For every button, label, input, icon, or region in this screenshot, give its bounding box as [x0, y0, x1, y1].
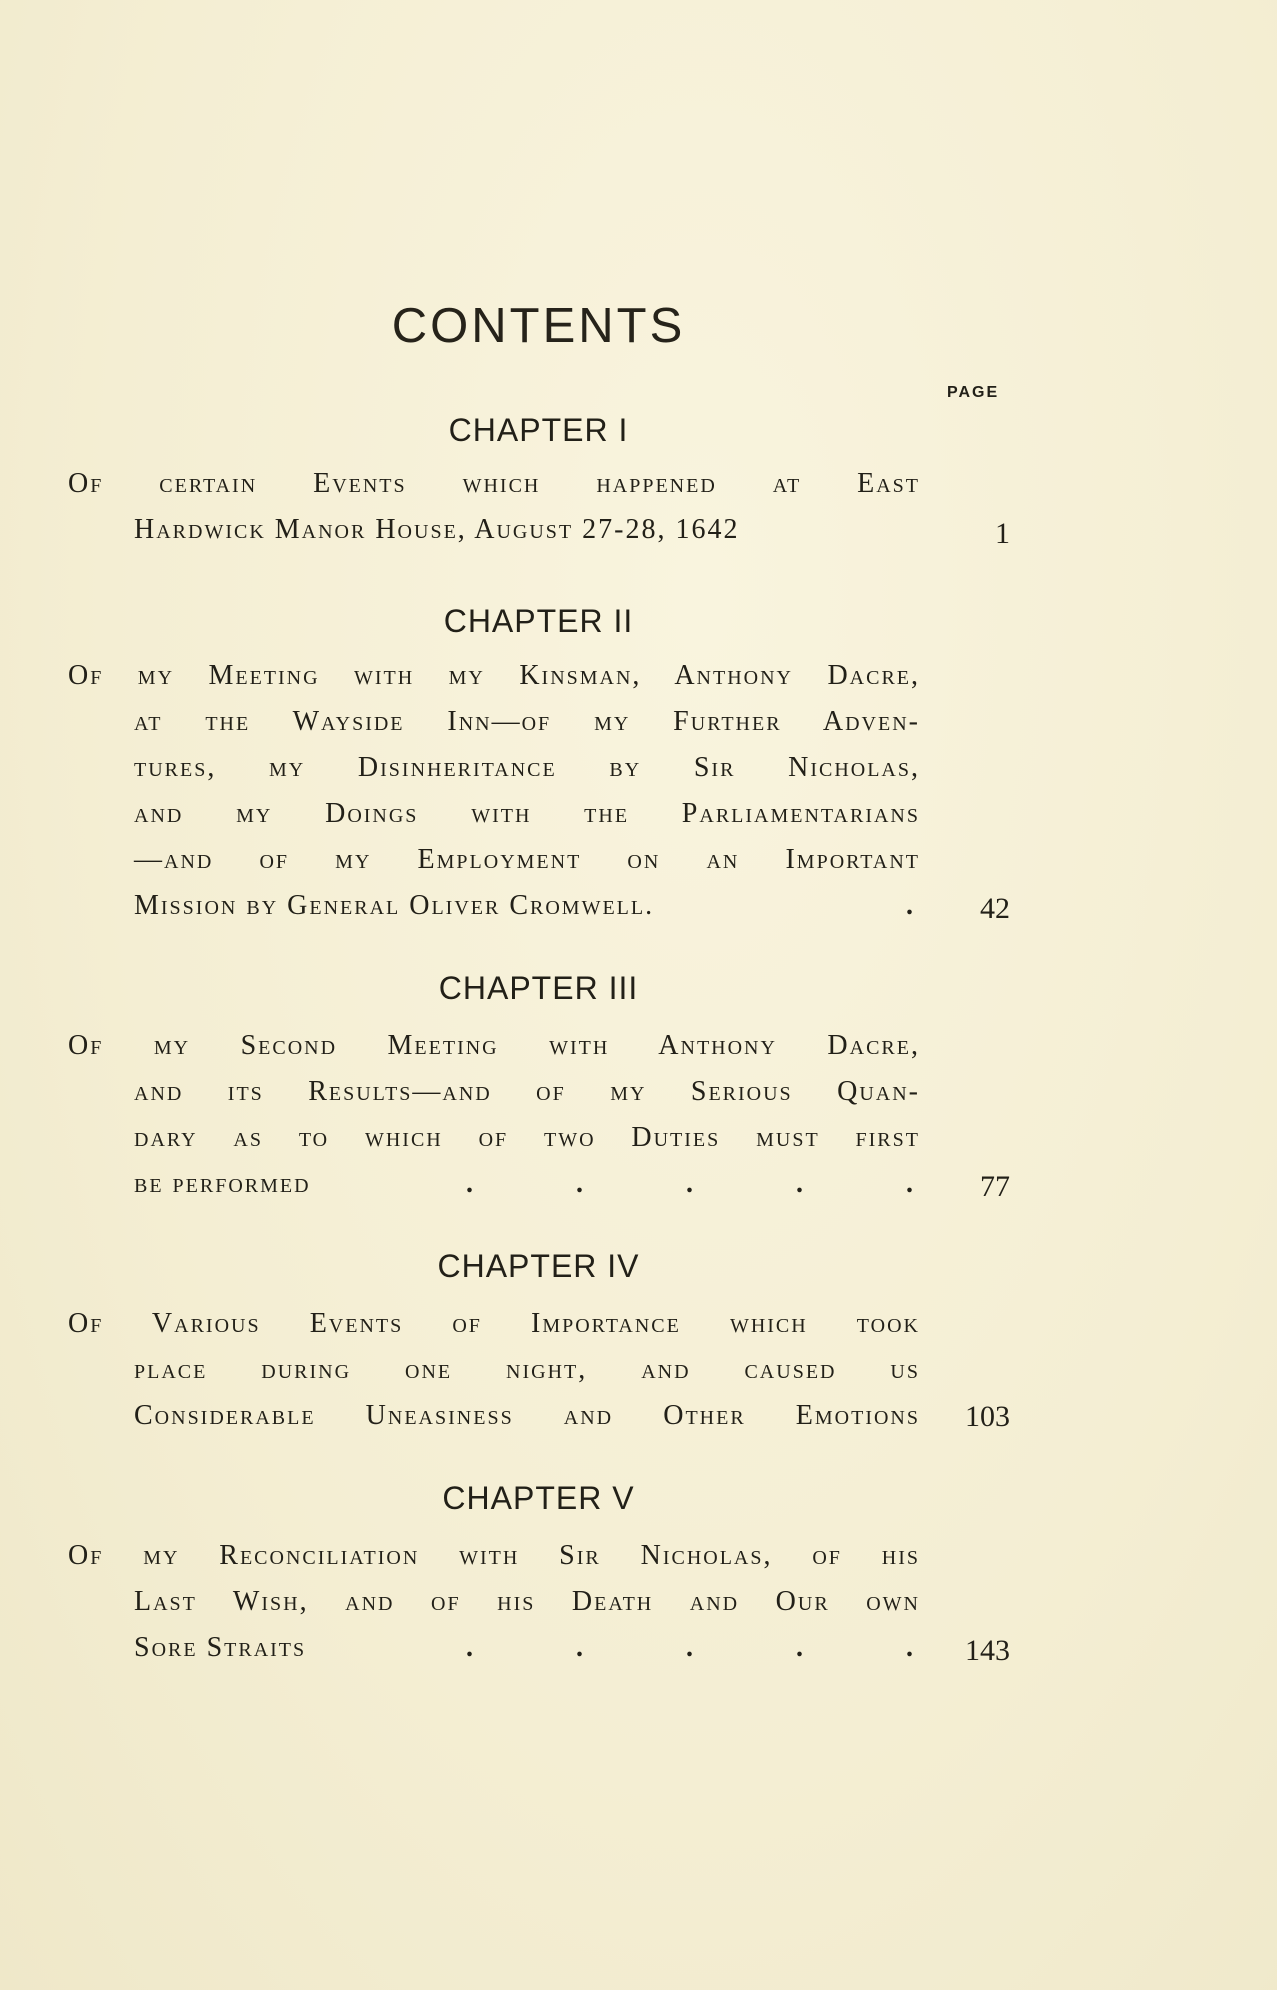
entry-line: Of my Reconciliation with Sir Nicholas, of his: [68, 1540, 920, 1571]
chapter-heading: CHAPTER I: [448, 412, 629, 448]
chapter-heading: CHAPTER II: [443, 603, 634, 639]
entry-line: and my Doings with the Parliamentarians: [134, 798, 920, 829]
entry-line: Last Wish, and of his Death and Our own: [134, 1586, 920, 1617]
entry-line: dary as to which of two Duties must first: [134, 1122, 920, 1153]
page-number: 77: [980, 1170, 1010, 1203]
entry-line: Sore Straits: [134, 1632, 307, 1663]
page-number: 143: [965, 1634, 1010, 1667]
entry-line: Mission by General Oliver Cromwell.: [134, 890, 655, 921]
entry-line: Considerable Uneasiness and Other Emotions: [134, 1400, 920, 1431]
chapter-heading: CHAPTER III: [438, 970, 639, 1006]
entry-line: and its Results—and of my Serious Quan-: [134, 1076, 920, 1107]
page-number: 1: [995, 517, 1010, 550]
entry-line: be performed: [134, 1168, 311, 1199]
entry-line: at the Wayside Inn—of my Further Adven-: [134, 706, 920, 737]
chapter-heading: CHAPTER V: [442, 1480, 635, 1516]
page-number: 42: [980, 892, 1010, 925]
entry-line: Of my Meeting with my Kinsman, Anthony Dacre,: [68, 660, 920, 691]
chapter-heading: CHAPTER IV: [437, 1248, 640, 1284]
entry-line: Of my Second Meeting with Anthony Dacre,: [68, 1030, 920, 1061]
entry-line: Of Various Events of Importance which took: [68, 1308, 920, 1339]
entry-line: Hardwick Manor House, August 27-28, 1642: [134, 514, 740, 545]
entry-line: Of certain Events which happened at East: [68, 468, 920, 499]
page-column-header: PAGE: [947, 384, 1000, 401]
page-title: CONTENTS: [391, 299, 686, 353]
entry-line: tures, my Disinheritance by Sir Nicholas,: [134, 752, 920, 783]
page-number: 103: [965, 1400, 1010, 1433]
entry-line: —and of my Employment on an Important: [134, 844, 920, 875]
entry-line: place during one night, and caused us: [134, 1354, 920, 1385]
